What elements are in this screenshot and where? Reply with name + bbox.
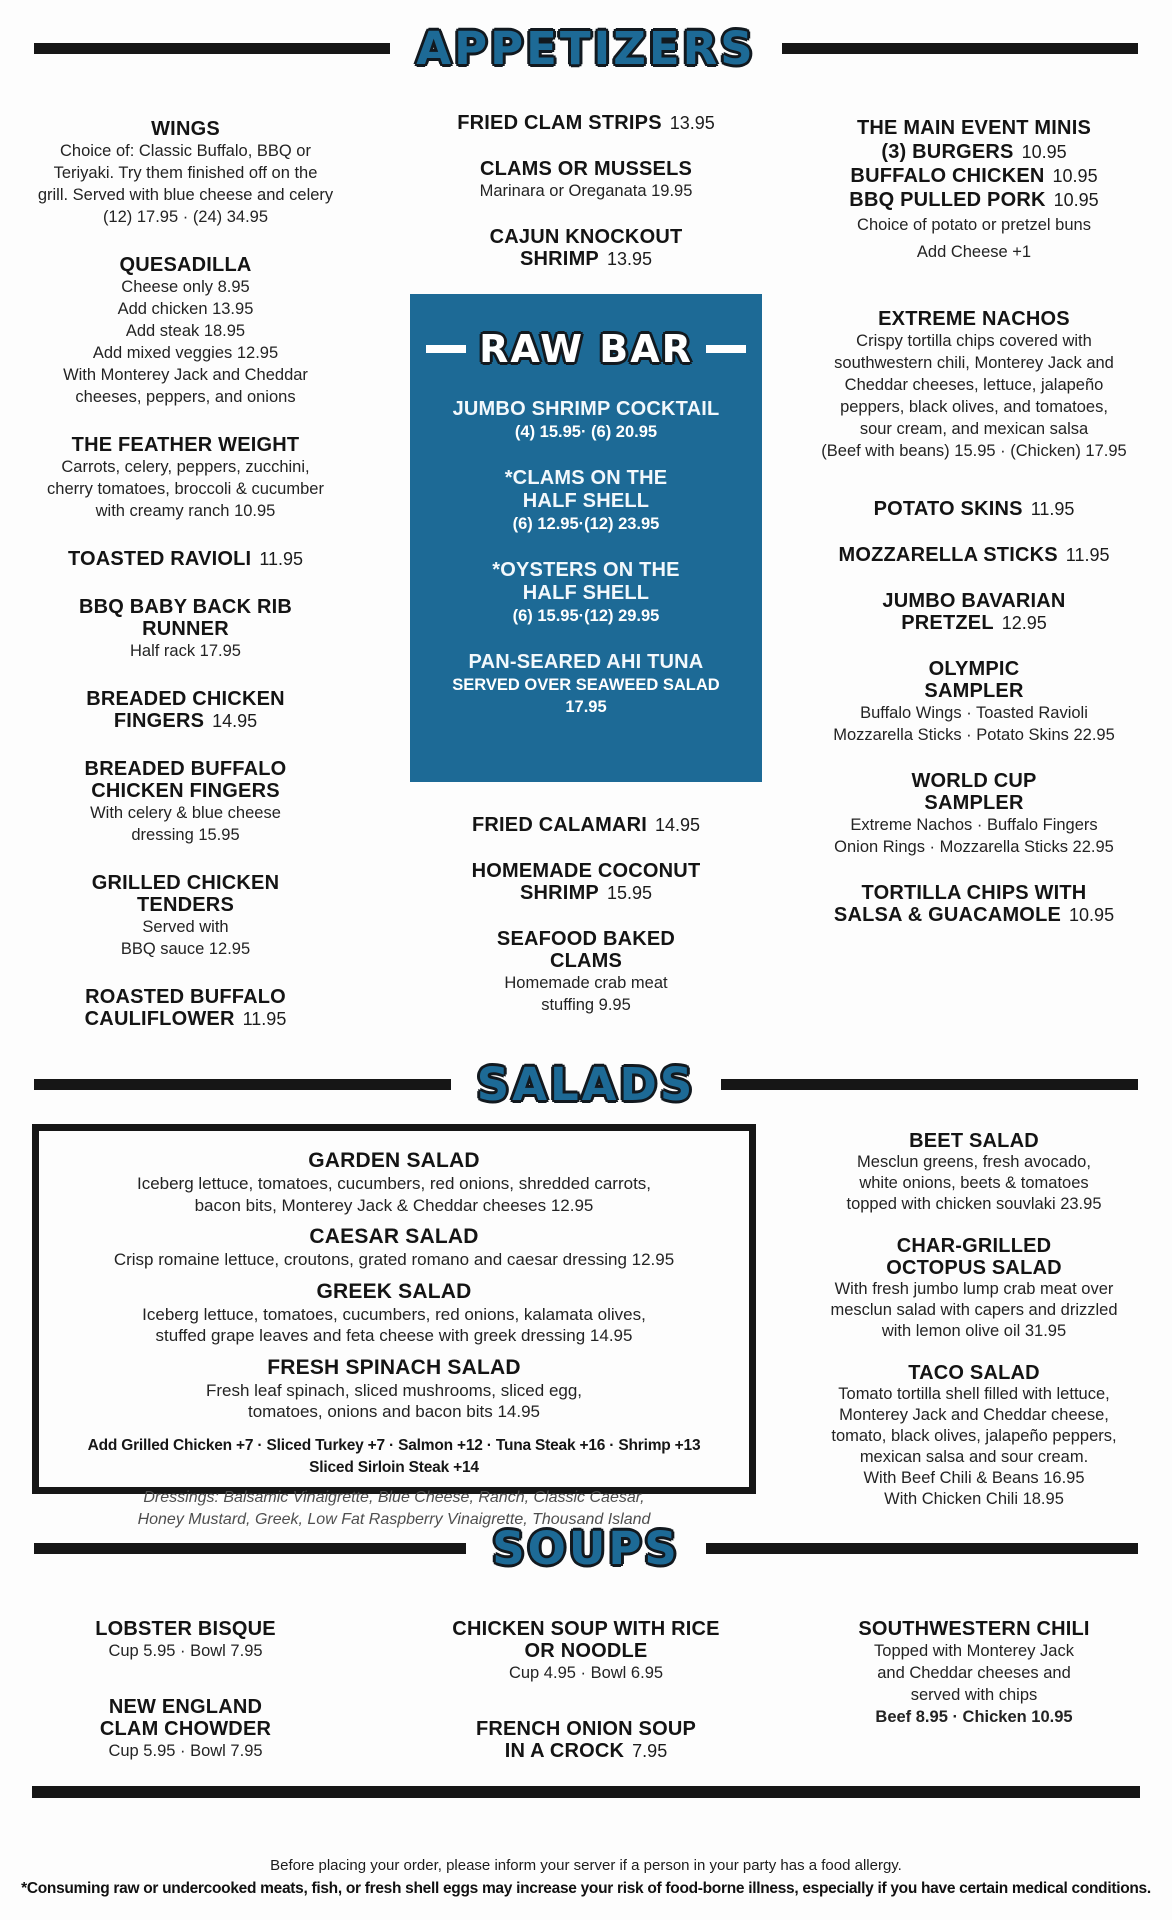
item-desc-line: Add chicken 13.95: [117, 300, 254, 318]
item-price: 10.95: [1021, 142, 1067, 162]
item-desc-line: stuffed grape leaves and feta cheese with greek dressing 14.95: [155, 1326, 633, 1345]
item-desc-line: white onions, beets & tomatoes: [859, 1174, 1089, 1192]
item-title-line: [65, 1225, 723, 1249]
salads-box: [32, 1124, 756, 1494]
menu-item: [806, 498, 1142, 520]
item-desc-line: and Cheddar cheeses and: [877, 1664, 1071, 1682]
raw-bar-panel: [410, 294, 762, 782]
item-desc-line: (6) 15.95·(12) 29.95: [512, 607, 660, 625]
item-desc-line: topped with chicken souvlaki 23.95: [846, 1195, 1102, 1213]
item-title-line: [368, 1618, 804, 1640]
consumer-advisory: *Consuming raw or undercooked meats, fish, or fresh shell eggs may increase your risk of food-borne illness, especially if you have certain medical conditions.: [21, 1880, 1151, 1897]
item-title-line: [426, 490, 746, 513]
menu-item: [806, 116, 1142, 266]
menu-item: [368, 860, 804, 904]
item-name: JUMBO SHRIMP COCKTAIL: [452, 398, 720, 420]
item-desc-line: Half rack 17.95: [130, 642, 241, 660]
item-desc-line: stuffing 9.95: [541, 996, 631, 1014]
item-name: CAULIFLOWER: [84, 1008, 235, 1030]
item-title-line: [28, 618, 343, 640]
salad-addon-line: Sliced Sirloin Steak +14: [309, 1458, 479, 1476]
item-desc-line: tomato, black olives, jalapeño peppers,: [831, 1427, 1117, 1445]
item-desc-line: Buffalo Wings · Toasted Ravioli: [860, 704, 1088, 722]
item-desc-line: SERVED OVER SEAWEED SALAD: [452, 676, 720, 694]
raw-bar-items: [426, 398, 746, 718]
salad-addon-line: Add Grilled Chicken +7 · Sliced Turkey +7 · Salmon +12 · Tuna Steak +16 · Shrimp +13: [87, 1436, 701, 1454]
item-title-line: [806, 1235, 1142, 1257]
item-name: CHICKEN SOUP WITH RICE: [452, 1618, 720, 1640]
item-name: SHRIMP: [519, 882, 599, 904]
item-title-line: [806, 882, 1142, 904]
item-name: OCTOPUS SALAD: [886, 1257, 1062, 1279]
item-desc-line: Onion Rings · Mozzarella Sticks 22.95: [834, 838, 1114, 856]
item-desc-line: with lemon olive oil 31.95: [881, 1322, 1067, 1340]
item-name: OR NOODLE: [524, 1640, 648, 1662]
item-price: 14.95: [654, 815, 701, 835]
item-title-line: [806, 1362, 1142, 1384]
item-title-line: [28, 548, 343, 570]
appetizers-column-middle: [368, 112, 804, 1040]
raw-bar-dash-left: [426, 345, 466, 353]
item-desc-line: Crisp romaine lettuce, croutons, grated romano and caesar dressing 12.95: [113, 1250, 675, 1269]
item-title-line: [65, 1356, 723, 1380]
allergy-notice: Before placing your order, please inform your server if a person in your party has a food allergy.: [270, 1857, 902, 1874]
appetizers-middle-bottom-items: [368, 814, 804, 1016]
item-price: 14.95: [212, 711, 258, 731]
item-name: BBQ PULLED PORK: [849, 189, 1046, 211]
item-title-line: [806, 1257, 1142, 1279]
item-name: CLAM CHOWDER: [99, 1718, 272, 1740]
item-title-line: [806, 498, 1142, 520]
item-name: BEET SALAD: [909, 1130, 1039, 1152]
item-desc-line: bacon bits, Monterey Jack & Cheddar cheeses 12.95: [194, 1195, 594, 1215]
item-title-line: [806, 188, 1142, 212]
item-title-line: [368, 1640, 804, 1662]
item-name: RUNNER: [142, 618, 229, 640]
item-price: 10.95: [1052, 166, 1098, 186]
salads-header: [0, 1054, 1172, 1114]
item-name: FRIED CALAMARI: [471, 814, 647, 836]
item-desc-line: Choice of: Classic Buffalo, BBQ or: [60, 142, 311, 160]
item-name: CLAMS: [549, 950, 623, 972]
item-price: 11.95: [242, 1009, 287, 1029]
item-name: TACO SALAD: [908, 1362, 1040, 1384]
menu-item: [368, 112, 804, 134]
item-name: TOASTED RAVIOLI: [67, 548, 252, 570]
menu-item: [28, 118, 343, 228]
header-bar-right: [721, 1079, 1138, 1090]
header-bar-right: [706, 1543, 1138, 1554]
item-title-line: [806, 612, 1142, 634]
item-desc-line: Cup 5.95 · Bowl 7.95: [108, 1742, 263, 1760]
item-desc-line: Carrots, celery, peppers, zucchini,: [61, 458, 310, 476]
menu-item: [28, 1618, 343, 1662]
item-name: CAJUN KNOCKOUT: [489, 226, 683, 248]
item-title-line: [65, 1149, 723, 1173]
item-name: CLAMS OR MUSSELS: [479, 158, 693, 180]
item-name: GARDEN SALAD: [308, 1149, 480, 1172]
item-title-line: [28, 688, 343, 710]
menu-item: [806, 770, 1142, 858]
item-name: FRIED CLAM STRIPS: [457, 112, 662, 134]
item-desc-line: Monterey Jack and Cheddar cheese,: [839, 1406, 1109, 1424]
item-title-line: [368, 112, 804, 134]
menu-item: [806, 590, 1142, 634]
item-price: 13.95: [669, 113, 715, 133]
item-name: GREEK SALAD: [316, 1279, 472, 1303]
item-desc-line: Add steak 18.95: [125, 322, 246, 340]
item-title-line: [806, 544, 1142, 566]
item-desc-line: Cup 5.95 · Bowl 7.95: [108, 1642, 263, 1660]
item-title-line: [65, 1280, 723, 1304]
item-desc-line: Homemade crab meat: [504, 974, 668, 992]
item-price: 10.95: [1053, 190, 1099, 210]
item-desc-line: peppers, black olives, and tomatoes,: [840, 398, 1108, 416]
soups-column-right: [806, 1618, 1142, 1762]
item-name: SEAFOOD BAKED: [496, 928, 676, 950]
menu-item: [426, 398, 746, 443]
item-name: WORLD CUP: [911, 770, 1037, 792]
menu-item: [806, 1618, 1142, 1728]
item-desc-line: Choice of potato or pretzel buns: [857, 216, 1091, 234]
item-name: POTATO SKINS: [873, 498, 1023, 520]
item-desc-line: Iceberg lettuce, tomatoes, cucumbers, red onions, kalamata olives,: [142, 1304, 646, 1324]
menu-item: [28, 434, 343, 522]
item-desc-line: sour cream, and mexican salsa: [859, 420, 1089, 438]
item-name: CAESAR SALAD: [309, 1225, 479, 1248]
item-desc-line: With celery & blue cheese: [90, 804, 281, 822]
menu-item: [368, 814, 804, 836]
item-name: BBQ BABY BACK RIB: [78, 596, 293, 618]
item-desc-line: Tomato tortilla shell filled with lettuce,: [838, 1385, 1110, 1403]
item-title-line: [368, 882, 804, 904]
item-name: FRENCH ONION SOUP: [475, 1718, 697, 1740]
item-desc-line: Fresh leaf spinach, sliced mushrooms, sliced egg,: [205, 1380, 583, 1400]
soups-header: [0, 1518, 1172, 1578]
item-name: NEW ENGLAND: [108, 1696, 263, 1718]
item-title-line: [368, 158, 804, 180]
menu-item: [28, 688, 343, 732]
item-title-line: [368, 1740, 804, 1762]
menu-item: [806, 1362, 1142, 1510]
item-title-line: [28, 118, 343, 140]
item-name: THE FEATHER WEIGHT: [71, 434, 300, 456]
item-desc-line: Cup 4.95 · Bowl 6.95: [508, 1664, 664, 1682]
item-title-line: [426, 651, 746, 674]
menu-item: [65, 1149, 723, 1216]
item-desc-line: cheeses, peppers, and onions: [75, 388, 296, 406]
item-name: CHAR-GRILLED: [896, 1235, 1052, 1257]
item-desc-line: Crispy tortilla chips covered with: [856, 332, 1092, 350]
item-name: IN A CROCK: [504, 1740, 625, 1762]
dressings-line: Dressings: Balsamic Vinaigrette, Blue Cheese, Ranch, Classic Caesar,: [143, 1489, 645, 1506]
menu-item: [368, 158, 804, 202]
header-bar-right: [782, 43, 1138, 54]
menu-item: [28, 1696, 343, 1762]
menu-item: [368, 1618, 804, 1684]
appetizers-middle-top-items: [368, 112, 804, 270]
item-desc-line: (12) 17.95 · (24) 34.95: [102, 208, 269, 226]
item-desc-line: With Beef Chili & Beans 16.95: [863, 1469, 1085, 1487]
item-name: SHRIMP: [519, 248, 599, 270]
item-title-line: [368, 950, 804, 972]
item-title-line: [426, 582, 746, 605]
menu-item: [806, 308, 1142, 462]
item-desc-line: (6) 12.95·(12) 23.95: [512, 515, 660, 533]
item-name: *OYSTERS ON THE: [492, 559, 680, 581]
item-desc-line: Beef 8.95 · Chicken 10.95: [875, 1708, 1073, 1726]
item-name: HALF SHELL: [522, 490, 650, 512]
salads-box-items: [65, 1149, 723, 1423]
item-name: JUMBO BAVARIAN: [882, 590, 1066, 612]
item-title-line: [368, 860, 804, 882]
salads-column-right: [806, 1130, 1142, 1530]
menu-item: [806, 544, 1142, 566]
menu-item: [426, 559, 746, 627]
item-title-line: [28, 872, 343, 894]
item-title-line: [806, 308, 1142, 330]
item-desc-line: dressing 15.95: [131, 826, 240, 844]
item-price: 11.95: [1065, 545, 1110, 565]
menu-item: [65, 1356, 723, 1423]
item-desc-line: Marinara or Oreganata 19.95: [479, 182, 693, 200]
appetizers-column-right: [806, 116, 1142, 950]
raw-bar-title: RAW BAR: [479, 327, 693, 371]
item-title-line: [806, 164, 1142, 188]
header-bar-left: [34, 43, 390, 54]
item-desc-line: mesclun salad with capers and drizzled: [830, 1301, 1118, 1319]
item-title-line: [28, 710, 343, 732]
item-title-line: [28, 1618, 343, 1640]
salad-addons: [65, 1435, 723, 1479]
item-name: SAMPLER: [924, 792, 1024, 814]
item-name: *CLAMS ON THE: [504, 467, 668, 489]
appetizers-column-left: [28, 118, 343, 1056]
raw-bar-dash-right: [706, 345, 746, 353]
item-name: BUFFALO CHICKEN: [850, 165, 1045, 187]
menu-item: [28, 986, 343, 1030]
item-desc-line: mexican salsa and sour cream.: [859, 1448, 1089, 1466]
item-title-line: [806, 590, 1142, 612]
item-price: 15.95: [606, 883, 653, 903]
item-title-line: [426, 467, 746, 490]
raw-bar-header: [426, 327, 746, 371]
item-desc-line: Served with: [142, 918, 229, 936]
menu-item: [65, 1280, 723, 1347]
item-name: ROASTED BUFFALO: [85, 986, 286, 1008]
menu-item: [806, 658, 1142, 746]
item-desc-line: Extreme Nachos · Buffalo Fingers: [850, 816, 1098, 834]
item-name: HOMEMADE COCONUT: [471, 860, 701, 882]
item-title-line: [28, 1718, 343, 1740]
header-bar-left: [34, 1543, 466, 1554]
item-title-line: [426, 398, 746, 421]
item-name: TENDERS: [137, 894, 234, 916]
item-name: WINGS: [151, 118, 220, 140]
item-desc-line: Add mixed veggies 12.95: [92, 344, 279, 362]
item-price: 12.95: [1001, 613, 1047, 633]
bottom-divider: [32, 1786, 1140, 1798]
item-price: 10.95: [1069, 905, 1115, 925]
item-desc-line: Mesclun greens, fresh avocado,: [857, 1153, 1091, 1171]
item-name: THE MAIN EVENT MINIS: [856, 117, 1091, 139]
item-desc-line: southwestern chili, Monterey Jack and: [834, 354, 1114, 372]
header-bar-left: [34, 1079, 451, 1090]
item-title-line: [806, 1130, 1142, 1152]
item-desc-line: tomatoes, onions and bacon bits 14.95: [247, 1402, 541, 1421]
menu-item: [28, 254, 343, 408]
item-name: PRETZEL: [901, 612, 994, 634]
item-name: TORTILLA CHIPS WITH: [861, 882, 1087, 904]
item-price: 7.95: [632, 1741, 668, 1761]
item-name: FRESH SPINACH SALAD: [267, 1355, 521, 1379]
item-price: 11.95: [1030, 499, 1075, 519]
menu-item: [426, 651, 746, 718]
item-title-line: [28, 758, 343, 780]
item-desc-line: With fresh jumbo lump crab meat over: [834, 1280, 1114, 1298]
footer: [0, 1856, 1172, 1899]
menu-item: [368, 1718, 804, 1762]
menu-item: [28, 758, 343, 846]
item-name: LOBSTER BISQUE: [95, 1618, 276, 1640]
item-title-line: [368, 1718, 804, 1740]
item-name: OLYMPIC: [928, 658, 1020, 680]
item-name: FINGERS: [113, 710, 205, 732]
item-title-line: [368, 928, 804, 950]
item-title-line: [806, 770, 1142, 792]
item-title-line: [28, 1696, 343, 1718]
menu-item: [28, 872, 343, 960]
item-title-line: [806, 792, 1142, 814]
item-name: SALSA & GUACAMOLE: [833, 904, 1062, 926]
item-name: BREADED CHICKEN: [86, 688, 285, 710]
item-name: PAN-SEARED AHI TUNA: [468, 651, 704, 673]
menu-item: [806, 1130, 1142, 1215]
menu-item: [28, 548, 343, 570]
item-title-line: [28, 434, 343, 456]
item-desc-line: Cheddar cheeses, lettuce, jalapeño: [844, 376, 1104, 394]
item-name: SAMPLER: [924, 680, 1024, 702]
item-title-line: [806, 680, 1142, 702]
item-title-line: [806, 904, 1142, 926]
item-title-line: [28, 596, 343, 618]
item-price: 11.95: [259, 549, 304, 569]
menu-item: [368, 928, 804, 1016]
menu-item: [65, 1225, 723, 1271]
item-name: HALF SHELL: [522, 582, 650, 604]
item-title-line: [28, 780, 343, 802]
item-desc-line: With Chicken Chili 18.95: [884, 1490, 1064, 1508]
item-title-line: [806, 140, 1142, 164]
item-name: MOZZARELLA STICKS: [838, 544, 1058, 566]
menu-item: [806, 882, 1142, 926]
item-desc-line: Teriyaki. Try them finished off on the: [53, 164, 318, 182]
item-desc-line: Mozzarella Sticks · Potato Skins 22.95: [833, 726, 1115, 744]
item-title-line: [806, 1618, 1142, 1640]
item-title-line: [806, 658, 1142, 680]
appetizers-section-title: APPETIZERS: [416, 21, 756, 75]
item-name: QUESADILLA: [119, 254, 252, 276]
item-title-line: [806, 116, 1142, 140]
soups-column-left: [28, 1618, 343, 1796]
item-desc-line: Add Cheese +1: [916, 243, 1032, 261]
item-name: CHICKEN FINGERS: [91, 780, 280, 802]
item-title-line: [368, 814, 804, 836]
item-desc-line: With Monterey Jack and Cheddar: [63, 366, 308, 384]
item-title-line: [28, 1008, 343, 1030]
item-name: GRILLED CHICKEN: [91, 872, 280, 894]
appetizers-header: [0, 18, 1172, 78]
soups-column-middle: [368, 1618, 804, 1796]
item-price: 13.95: [606, 249, 653, 269]
menu-item: [806, 1235, 1142, 1342]
item-desc-line: (4) 15.95· (6) 20.95: [514, 423, 658, 441]
item-name: BREADED BUFFALO: [84, 758, 287, 780]
item-title-line: [28, 254, 343, 276]
item-desc-line: Cheese only 8.95: [121, 278, 250, 296]
item-desc-line: served with chips: [910, 1686, 1038, 1704]
menu-item: [368, 226, 804, 270]
item-name: EXTREME NACHOS: [878, 308, 1070, 330]
item-desc-line: BBQ sauce 12.95: [120, 940, 251, 958]
item-desc-line: with creamy ranch 10.95: [95, 502, 276, 520]
item-desc-line: Topped with Monterey Jack: [874, 1642, 1074, 1660]
salads-section-title: SALADS: [476, 1057, 696, 1111]
menu-item: [426, 467, 746, 535]
menu-item: [28, 596, 343, 662]
item-desc-line: (Beef with beans) 15.95 · (Chicken) 17.95: [821, 442, 1127, 460]
item-title-line: [426, 559, 746, 582]
item-title-line: [28, 986, 343, 1008]
item-name: (3) BURGERS: [881, 141, 1014, 163]
item-desc-line: Iceberg lettuce, tomatoes, cucumbers, red onions, shredded carrots,: [136, 1174, 652, 1193]
item-desc-line: grill. Served with blue cheese and celery: [37, 186, 334, 204]
dressings-line: Honey Mustard, Greek, Low Fat Raspberry Vinaigrette, Thousand Island: [137, 1511, 651, 1528]
item-title-line: [368, 226, 804, 248]
item-name: SOUTHWESTERN CHILI: [858, 1618, 1090, 1640]
item-desc-line: cherry tomatoes, broccoli & cucumber: [47, 480, 324, 498]
item-title-line: [28, 894, 343, 916]
soups-section-title: SOUPS: [492, 1521, 680, 1575]
item-title-line: [368, 248, 804, 270]
item-desc-line: 17.95: [565, 698, 607, 716]
